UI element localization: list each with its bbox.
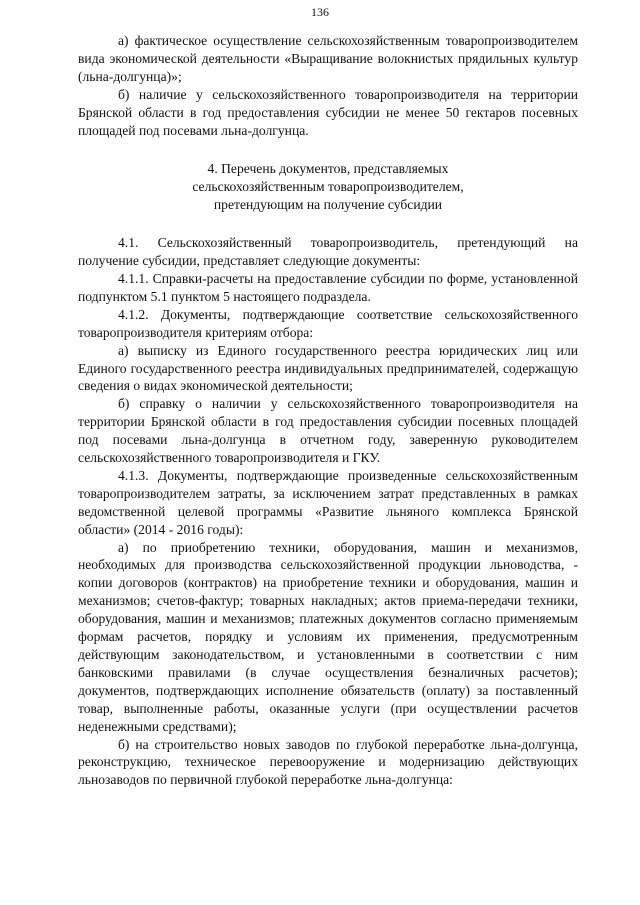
paragraph-4-1-3-a: а) по приобретению техники, оборудования, машин и механизмов, необходимых для производства сельскохозяйственной продукции льноводства, - копии договоров (контрактов) на приобретение техники и оборудования, машин и механизмов; счетов-фактур; товарных накладных; актов приема-передачи техники, оборудования, машин и механизмов; платежных документов согласно применяемым формам расчетов, порядку и условиям их применения, предусмотренным действующим законодательством, и установленными в соответствии с ним банковскими правилами (в случае осуществления безналичных расчетов); документов, подтверждающих исполнение обязательств (оплату) за поставленный товар, выполненные работы, оказанные услуги (при осуществлении расчетов неденежными средствами); — [78, 539, 578, 734]
page-number: 136 — [311, 5, 329, 19]
paragraph-4-1-2-a: а) выписку из Единого государственного реестра юридических лиц или Единого государственного реестра индивидуальных предпринимателей, содержащую сведения о видах экономической деятельности; — [78, 342, 578, 394]
section-heading-line: 4. Перечень документов, представляемых — [207, 161, 449, 177]
paragraph-4-1-3-b: б) на строительство новых заводов по глубокой переработке льна-долгунца, реконструкцию, техническое перевооружение и модернизацию действующих льнозаводов по первичной глубокой переработке льна-долгунца: — [78, 736, 578, 788]
section-heading — [78, 160, 578, 214]
paragraph-4-1-1: 4.1.1. Справки-расчеты на предоставление субсидии по форме, установленной подпунктом 5.1 пунктом 5 настоящего подраздела. — [78, 270, 578, 304]
paragraph-4-1: 4.1. Сельскохозяйственный товаропроизводитель, претендующий на получение субсидии, представляет следующие документы: — [78, 235, 578, 269]
document-body — [78, 32, 578, 789]
paragraph-a-activity: а) фактическое осуществление сельскохозяйственным товаропроизводителем вида экономической деятельности «Выращивание волокнистых прядильных культур (льна-долгунца)»; — [78, 33, 578, 84]
paragraph-4-1-3: 4.1.3. Документы, подтверждающие произведенные сельскохозяйственным товаропроизводителем затраты, за исключением затрат представленных в рамках ведомственной целевой программы «Развитие льняного комплекса Брянской области» (2014 - 2016 годы): — [78, 467, 578, 537]
section-heading-line: сельскохозяйственным товаропроизводителем, — [192, 179, 464, 195]
paragraph-4-1-2-b: б) справку о наличии у сельскохозяйственного товаропроизводителя на территории Брянской области в год предоставления субсидии посевных площадей под посевами льна-долгунца в отчетном году, заверенную руководителем сельскохозяйственного товаропроизводителя и ГКУ. — [78, 396, 578, 466]
section-heading-line: претендующим на получение субсидии — [213, 197, 443, 213]
paragraph-4-1-2: 4.1.2. Документы, подтверждающие соответствие сельскохозяйственного товаропроизводителя критериям отбора: — [78, 306, 578, 340]
paragraph-b-area: б) наличие у сельскохозяйственного товаропроизводителя на территории Брянской области в год предоставления субсидии не менее 50 гектаров посевных площадей под посевами льна-долгунца. — [78, 86, 578, 138]
